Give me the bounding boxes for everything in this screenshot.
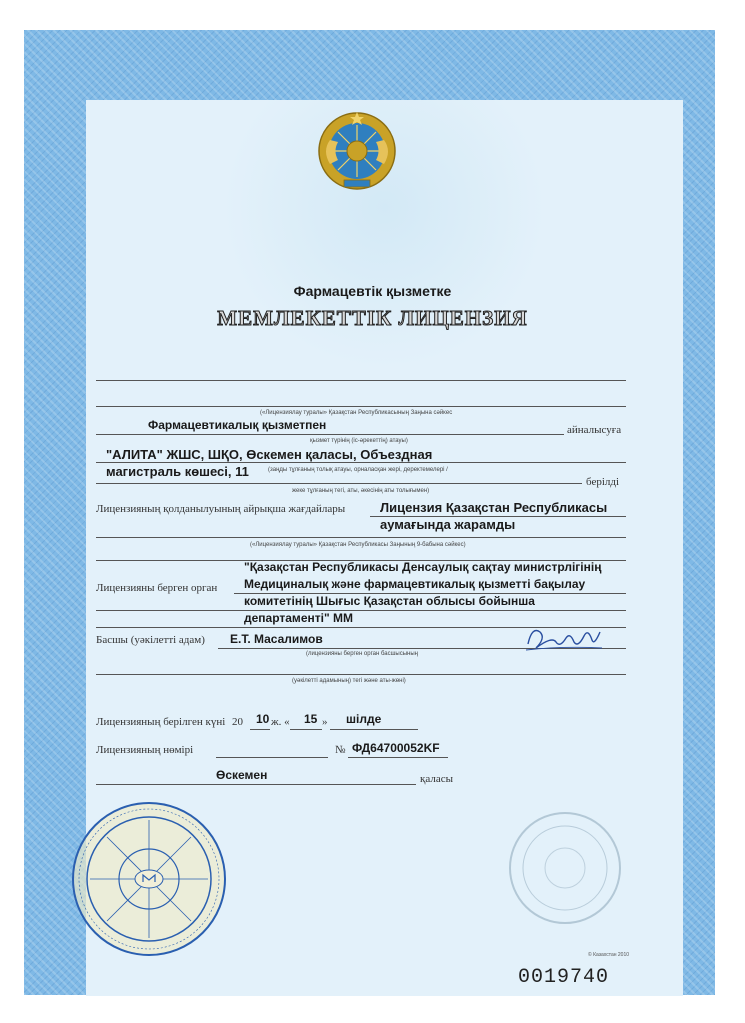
signature-icon: [522, 618, 604, 658]
name-line: [96, 483, 582, 484]
year-prefix: 20: [232, 716, 244, 728]
number-prefix: №: [335, 744, 346, 756]
authority-line4: департаменті" ММ: [244, 611, 353, 625]
person-caption: жеке тұлғаның тегі, аты, әкесінің аты толығымен): [292, 488, 430, 494]
license-subtitle: Фармацевтік қызметке: [293, 283, 452, 299]
authority-label: Лицензияны берген орган: [96, 582, 218, 594]
blank-line: [96, 380, 626, 381]
issue-day: 15: [304, 712, 318, 726]
number-line: [216, 757, 328, 758]
copyright-note: © Казахстан 2010: [588, 952, 630, 958]
law-caption: («Лицензиялау туралы» Қазақстан Республикасының Заңына сәйкес: [260, 410, 453, 416]
issue-date-label: [96, 716, 243, 728]
head-line: [96, 674, 626, 675]
name-caption: (заңды тұлғаның толық атауы, орналасқан жері, деректемелері /: [268, 467, 448, 473]
head-label: Басшы (уәкілетті адам): [96, 634, 205, 646]
city-name: Өскемен: [216, 768, 268, 782]
issue-year: 10: [256, 712, 270, 726]
activity-caption: қызмет түрінің (іс-әрекеттің) атауы): [310, 438, 408, 444]
day-suffix: »: [322, 716, 328, 728]
authority-line1: "Қазақстан Республикасы Денсаулық сақтау министрлігінің: [244, 560, 602, 574]
conditions-label: Лицензияның қолданылуының айрықша жағдайлары: [96, 503, 346, 515]
conditions-value-line2: аумағында жарамды: [380, 517, 516, 532]
city-suffix: қаласы: [420, 773, 453, 785]
official-stamp-icon: [70, 800, 228, 958]
license-number-label: Лицензияның нөмірі: [96, 744, 194, 756]
city-line: [96, 784, 416, 785]
issue-date-label-text: Лицензияның берілген күні: [96, 716, 226, 728]
licensee-name-line2: магистраль көшесі, 11: [106, 464, 249, 479]
date-line: [330, 729, 418, 730]
licensee-name-line1: "АЛИТА" ЖШС, ШҚО, Өскемен қаласы, Объездная: [106, 447, 433, 462]
faint-seal-icon: [505, 808, 625, 928]
authority-line: [96, 560, 626, 561]
activity-suffix: айналысуға: [567, 424, 622, 436]
issue-month: шілде: [346, 712, 382, 726]
number-line: [348, 757, 448, 758]
license-number: ФД64700052KF: [352, 741, 440, 755]
head-name: Е.Т. Масалимов: [230, 632, 323, 646]
head-caption1: (лицензияны берген орган басшысының: [306, 651, 418, 657]
license-title: МЕМЛЕКЕТТІК ЛИЦЕНЗИЯ: [217, 306, 528, 330]
serial-number: 0019740: [518, 966, 610, 989]
authority-line3: комитетінің Шығыс Қазақстан облысы бойынша: [244, 594, 535, 608]
issued-suffix: берілді: [586, 476, 620, 488]
conditions-value-line1: Лицензия Қазақстан Республикасы: [380, 500, 608, 515]
activity-value: Фармацевтикалық қызметпен: [148, 418, 327, 432]
authority-line: [96, 610, 626, 611]
name-line: [96, 462, 626, 463]
head-caption2: (уәкілетті адамының) тегі және аты-жөні): [292, 678, 406, 684]
conditions-line: [96, 537, 626, 538]
authority-line2: Медициналық және фармацевтикалық қызметті бақылау: [244, 577, 586, 591]
date-line: [290, 729, 322, 730]
blank-line: [96, 406, 626, 407]
year-suffix: ж. «: [271, 716, 290, 728]
activity-line: [96, 434, 564, 435]
date-line: [250, 729, 270, 730]
state-emblem-icon: [316, 110, 398, 192]
conditions-caption: («Лицензиялау туралы» Қазақстан Республикасы Заңының 9-бабына сәйкес): [250, 542, 466, 548]
